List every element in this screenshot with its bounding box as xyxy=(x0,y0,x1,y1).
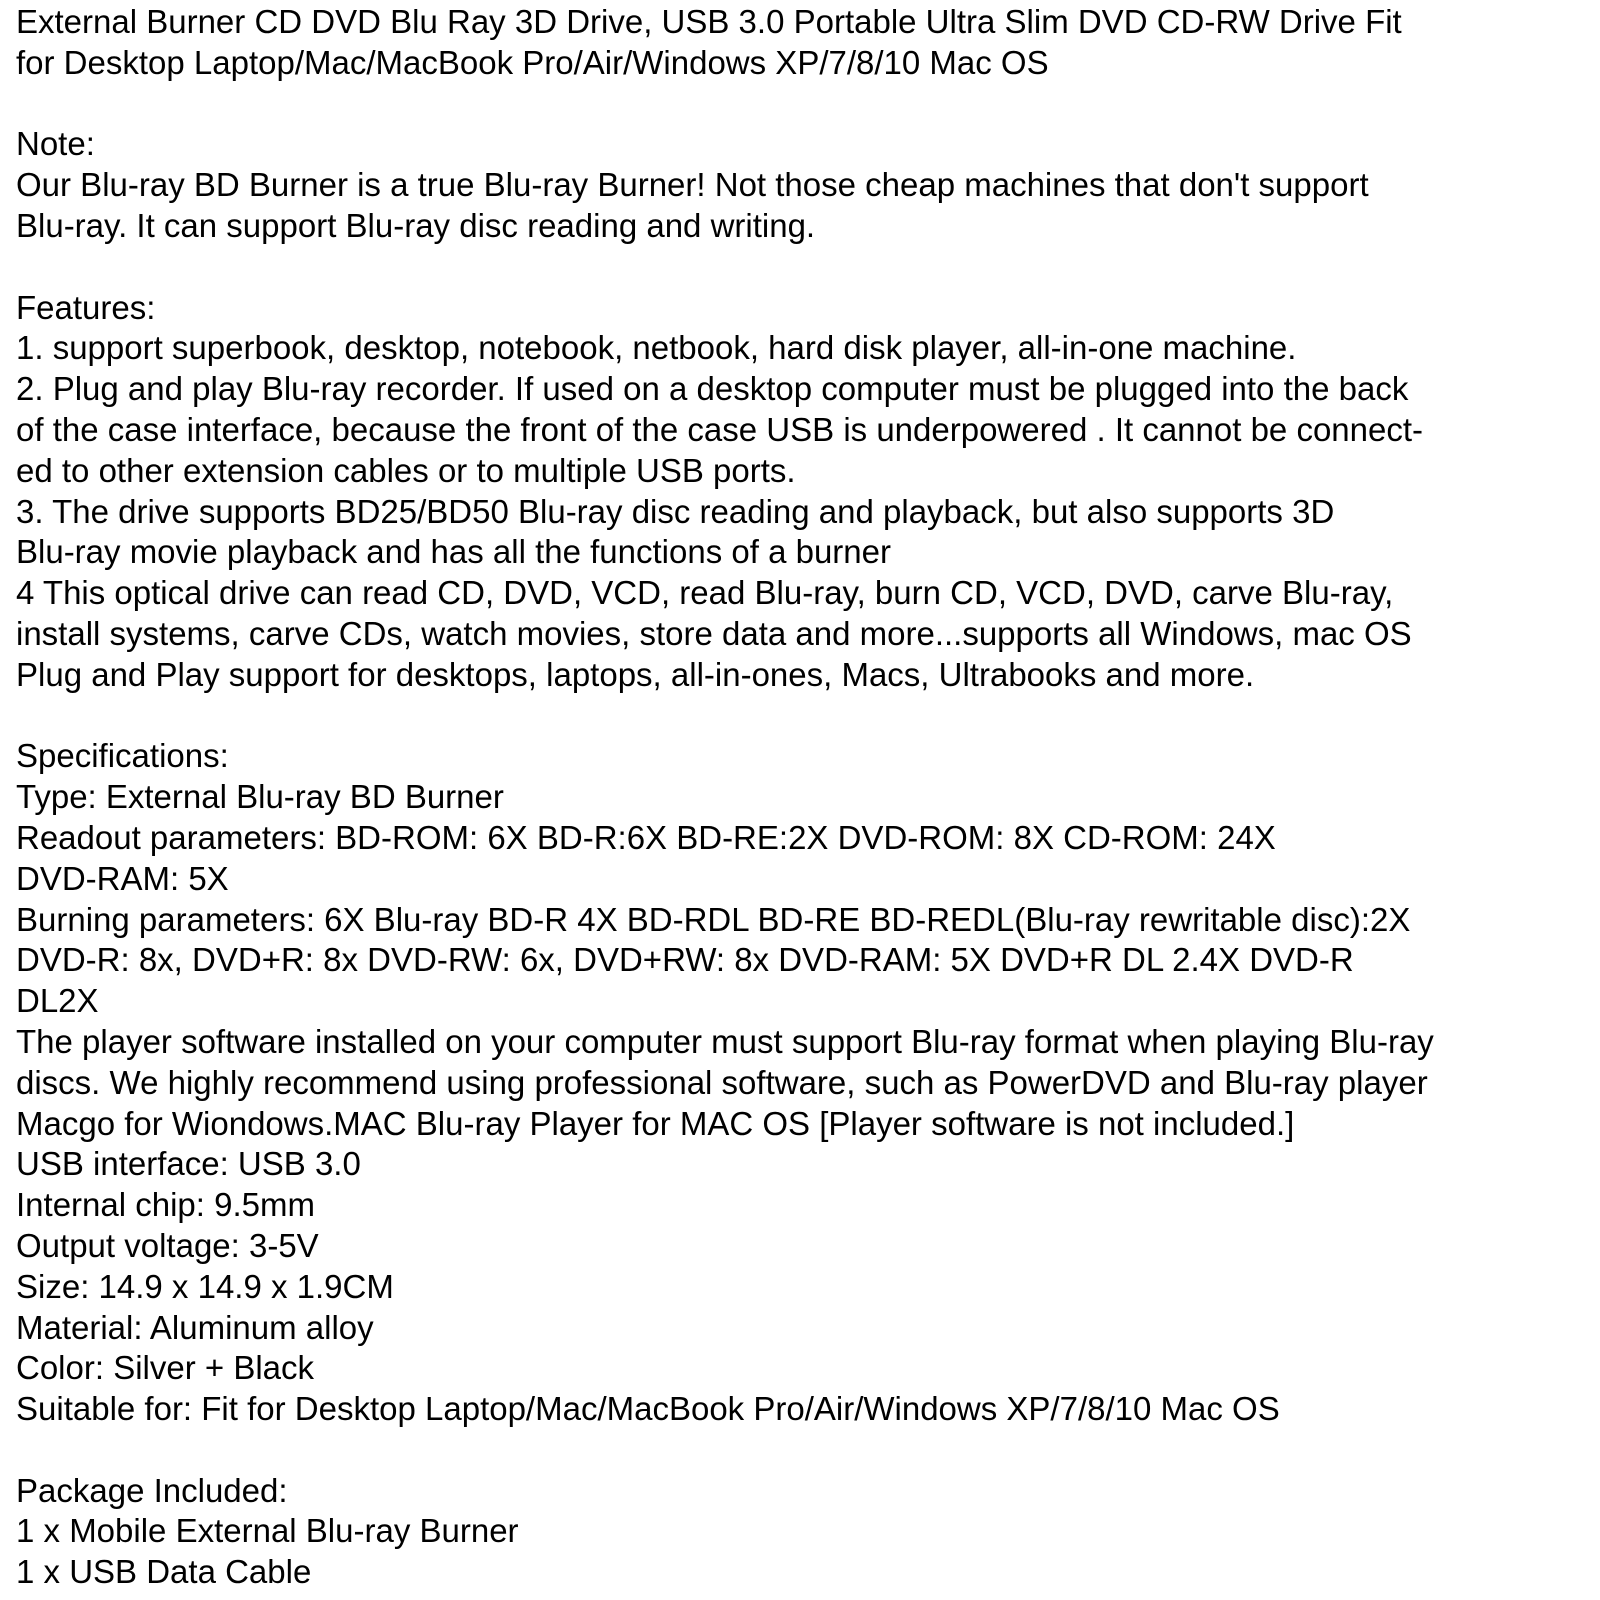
spacer xyxy=(16,247,1594,288)
feature-line-4: ed to other extension cables or to multiple USB ports. xyxy=(16,451,796,489)
package-line-2: 1 x USB Data Cable xyxy=(16,1553,312,1591)
spec-line-3: DVD-RAM: 5X xyxy=(16,859,229,897)
package-heading: Package Included: xyxy=(16,1471,288,1509)
feature-line-7: 4 This optical drive can read CD, DVD, VCD, read Blu-ray, burn CD, VCD, DVD, carve Blu-ray, xyxy=(16,574,1394,612)
spec-line-11: Internal chip: 9.5mm xyxy=(16,1186,315,1224)
feature-line-5: 3. The drive supports BD25/BD50 Blu-ray disc reading and playback, but also supports 3D xyxy=(16,492,1335,530)
features-heading: Features: xyxy=(16,288,156,326)
note-section xyxy=(16,124,1594,246)
title-line-2: for Desktop Laptop/Mac/MacBook Pro/Air/Windows XP/7/8/10 Mac OS xyxy=(16,43,1049,81)
spec-line-1: Type: External Blu-ray BD Burner xyxy=(16,778,504,816)
features-section xyxy=(16,288,1594,696)
feature-line-3: of the case interface, because the front of the case USB is underpowered . It cannot be connect- xyxy=(16,410,1424,448)
spacer xyxy=(16,696,1594,737)
spec-line-12: Output voltage: 3-5V xyxy=(16,1226,319,1264)
feature-line-6: Blu-ray movie playback and has all the functions of a burner xyxy=(16,533,891,571)
feature-line-2: 2. Plug and play Blu-ray recorder. If used on a desktop computer must be plugged into the back xyxy=(16,370,1409,408)
spec-line-9: Macgo for Wiondows.MAC Blu-ray Player for MAC OS [Player software is not included.] xyxy=(16,1104,1295,1142)
spec-line-16: Suitable for: Fit for Desktop Laptop/Mac/MacBook Pro/Air/Windows XP/7/8/10 Mac OS xyxy=(16,1390,1280,1428)
spacer xyxy=(16,84,1594,125)
title-block xyxy=(16,2,1594,84)
spec-line-5: DVD-R: 8x, DVD+R: 8x DVD-RW: 6x, DVD+RW: 8x DVD-RAM: 5X DVD+R DL 2.4X DVD-R xyxy=(16,941,1354,979)
feature-line-8: install systems, carve CDs, watch movies, store data and more...supports all Windows, mac OS xyxy=(16,614,1412,652)
feature-line-9: Plug and Play support for desktops, laptops, all-in-ones, Macs, Ultrabooks and more. xyxy=(16,655,1255,693)
specifications-heading: Specifications: xyxy=(16,737,229,775)
spec-line-6: DL2X xyxy=(16,982,99,1020)
package-line-1: 1 x Mobile External Blu-ray Burner xyxy=(16,1512,519,1550)
spec-line-14: Material: Aluminum alloy xyxy=(16,1308,374,1346)
spec-line-13: Size: 14.9 x 14.9 x 1.9CM xyxy=(16,1267,394,1305)
title-line-1: External Burner CD DVD Blu Ray 3D Drive, USB 3.0 Portable Ultra Slim DVD CD-RW Drive Fit xyxy=(16,3,1402,40)
spec-line-2: Readout parameters: BD-ROM: 6X BD-R:6X BD-RE:2X DVD-ROM: 8X CD-ROM: 24X xyxy=(16,818,1276,856)
spec-line-7: The player software installed on your computer must support Blu-ray format when playing Blu-ray xyxy=(16,1022,1434,1060)
package-section xyxy=(16,1471,1594,1593)
note-line-2: Blu-ray. It can support Blu-ray disc reading and writing. xyxy=(16,206,816,244)
spec-line-15: Color: Silver + Black xyxy=(16,1349,315,1387)
spec-line-10: USB interface: USB 3.0 xyxy=(16,1145,361,1183)
spec-line-4: Burning parameters: 6X Blu-ray BD-R 4X BD-RDL BD-RE BD-REDL(Blu-ray rewritable disc):2X xyxy=(16,900,1411,938)
spacer xyxy=(16,1430,1594,1471)
spec-line-8: discs. We highly recommend using professional software, such as PowerDVD and Blu-ray player xyxy=(16,1063,1428,1101)
product-description xyxy=(16,2,1594,1593)
note-heading: Note: xyxy=(16,125,95,163)
specifications-section xyxy=(16,736,1594,1430)
feature-line-1: 1. support superbook, desktop, notebook, netbook, hard disk player, all-in-one machine. xyxy=(16,329,1297,367)
note-line-1: Our Blu-ray BD Burner is a true Blu-ray Burner! Not those cheap machines that don't support xyxy=(16,166,1369,204)
